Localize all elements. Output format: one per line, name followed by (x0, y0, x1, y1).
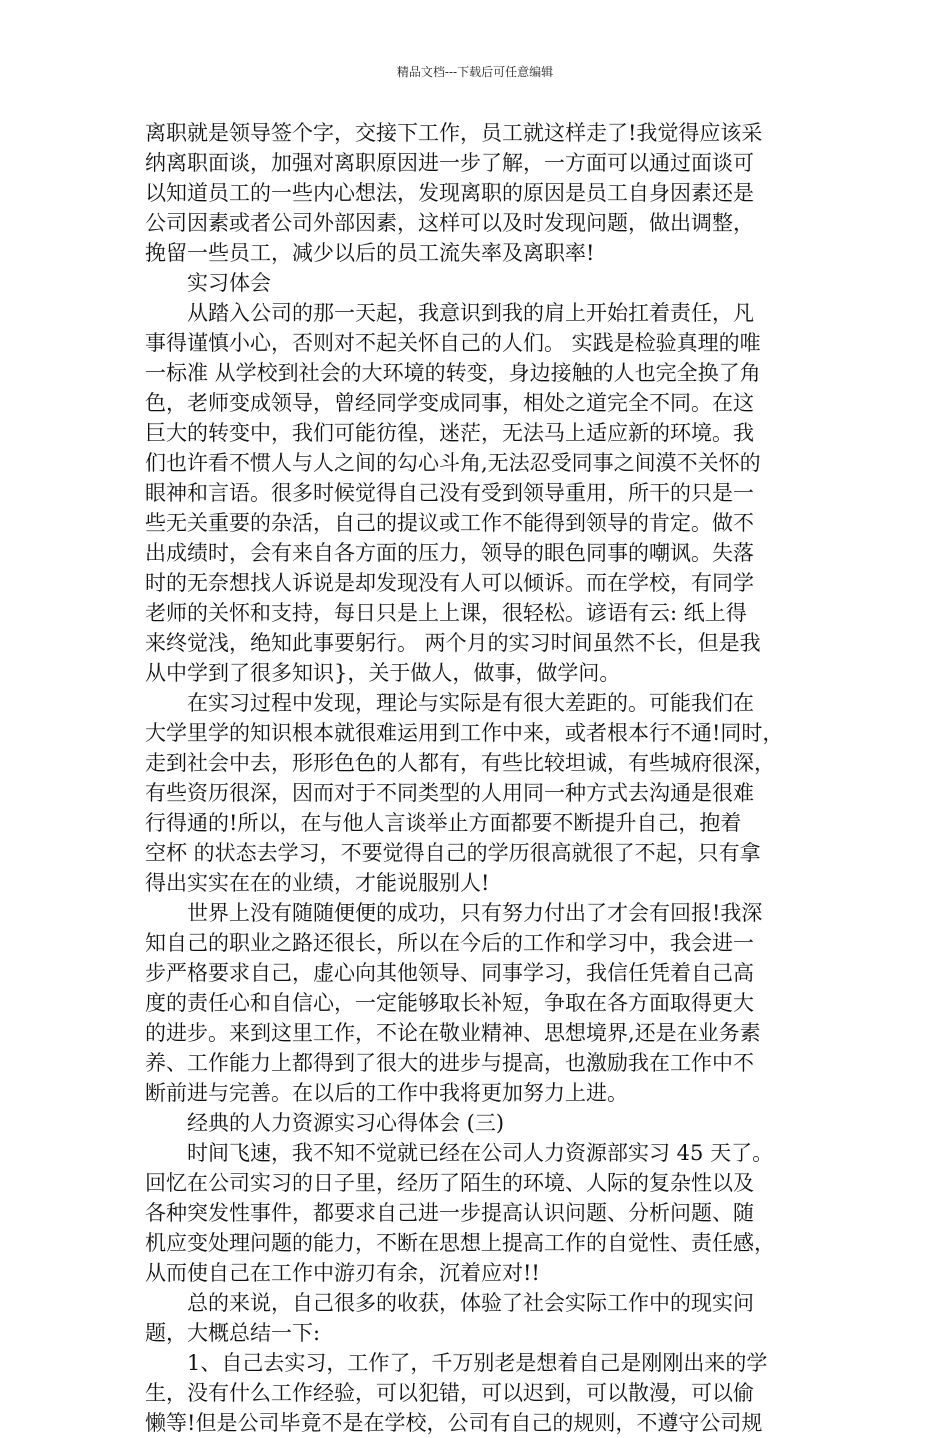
text-line: 养、工作能力上都得到了很大的进步与提高，也激励我在工作中不 (145, 1051, 754, 1075)
text-line: 时的无奈想找人诉说是却发现没有人可以倾诉。而在学校，有同学 (145, 571, 754, 595)
text-line: 离职就是领导签个字，交接下工作，员工就这样走了!我觉得应该采 (145, 121, 763, 145)
text-line: 总的来说，自己很多的收获，体验了社会实际工作中的现实问 (187, 1291, 754, 1315)
text-line: 的进步。来到这里工作，不论在敬业精神、思想境界,还是在业务素 (145, 1021, 761, 1045)
text-line: 走到社会中去，形形色色的人都有，有些比较坦诚，有些城府很深， (145, 751, 775, 775)
text-line: 在实习过程中发现，理论与实际是有很大差距的。可能我们在 (187, 691, 754, 715)
page-header: 精品文档---下载后可任意编辑 (396, 65, 554, 79)
text-line: 度的责任心和自信心，一定能够取长补短，争取在各方面取得更大 (145, 991, 754, 1015)
text-line: 些无关重要的杂活，自己的提议或工作不能得到领导的肯定。做不 (145, 511, 754, 535)
text-line: 行得通的!所以，在与他人言谈举止方面都要不断提升自己，抱着 (145, 811, 742, 835)
text-line: 机应变处理问题的能力，不断在思想上提高工作的自觉性、责任感， (145, 1231, 775, 1255)
text-line: 步严格要求自己，虚心向其他领导、同事学习，我信任凭着自己高 (145, 961, 754, 985)
text-line: 从而使自己在工作中游刃有余，沉着应对!! (145, 1261, 540, 1285)
text-line: 实习体会 (187, 271, 271, 295)
text-line: 色，老师变成领导，曾经同学变成同事，相处之道完全不同。在这 (145, 391, 754, 415)
text-line: 公司因素或者公司外部因素，这样可以及时发现问题，做出调整， (145, 211, 754, 235)
text-line: 有些资历很深，因而对于不同类型的人用同一种方式去沟通是很难 (145, 781, 754, 805)
text-line: 出成绩时，会有来自各方面的压力，领导的眼色同事的嘲讽。失落 (145, 541, 754, 565)
text-line: 事得谨慎小心，否则对不起关怀自己的人们。 实践是检验真理的唯 (145, 331, 761, 355)
text-line: 得出实实在在的业绩，才能说服别人! (145, 871, 490, 895)
text-line: 大学里学的知识根本就很难运用到工作中来，或者根本行不通!同时， (145, 721, 784, 745)
text-line: 一标准 从学校到社会的大环境的转变，身边接触的人也完全换了角 (145, 361, 761, 385)
text-line: 题，大概总结一下: (145, 1321, 321, 1345)
text-line: 从踏入公司的那一天起，我意识到我的肩上开始扛着责任，凡 (187, 301, 754, 325)
text-line: 从中学到了很多知识}，关于做人，做事，做学问。 (145, 661, 621, 685)
text-line: 来终觉浅，绝知此事要躬行。 两个月的实习时间虽然不长，但是我 (145, 631, 761, 655)
text-line: 经典的人力资源实习心得体会 (三) (187, 1111, 505, 1135)
text-line: 各种突发性事件，都要求自己进一步提高认识问题、分析问题、随 (145, 1201, 754, 1225)
text-line: 回忆在公司实习的日子里，经历了陌生的环境、人际的复杂性以及 (145, 1171, 754, 1195)
text-line: 知自己的职业之路还很长，所以在今后的工作和学习中，我会进一 (145, 931, 754, 955)
text-line: 以知道员工的一些内心想法，发现离职的原因是员工自身因素还是 (145, 181, 754, 205)
text-line: 挽留一些员工，减少以后的员工流失率及离职率! (145, 241, 595, 265)
text-line: 断前进与完善。在以后的工作中我将更加努力上进。 (145, 1081, 628, 1105)
text-line: 们也许看不惯人与人之间的勾心斗角,无法忍受同事之间漠不关怀的 (145, 451, 761, 475)
text-line: 纳离职面谈，加强对离职原因进一步了解，一方面可以通过面谈可 (145, 151, 754, 175)
text-line: 巨大的转变中，我们可能彷徨，迷茫，无法马上适应新的环境。我 (145, 421, 754, 445)
text-line: 懒等!但是公司毕竟不是在学校，公司有自己的规则，不遵守公司规 (145, 1411, 763, 1435)
document-body (145, 118, 809, 1438)
text-line: 世界上没有随随便便的成功，只有努力付出了才会有回报!我深 (187, 901, 763, 925)
text-line: 老师的关怀和支持，每日只是上上课，很轻松。谚语有云: 纸上得 (145, 601, 747, 625)
text-line: 眼神和言语。很多时候觉得自己没有受到领导重用，所干的只是一 (145, 481, 754, 505)
text-line: 空杯 的状态去学习，不要觉得自己的学历很高就很了不起，只有拿 (145, 841, 761, 865)
text-line: 1、自己去实习，工作了，千万别老是想着自己是刚刚出来的学 (187, 1351, 768, 1375)
text-line: 时间飞速，我不知不觉就已经在公司人力资源部实习 45 天了。 (187, 1141, 774, 1165)
text-line: 生，没有什么工作经验，可以犯错，可以迟到，可以散漫，可以偷 (145, 1381, 754, 1405)
